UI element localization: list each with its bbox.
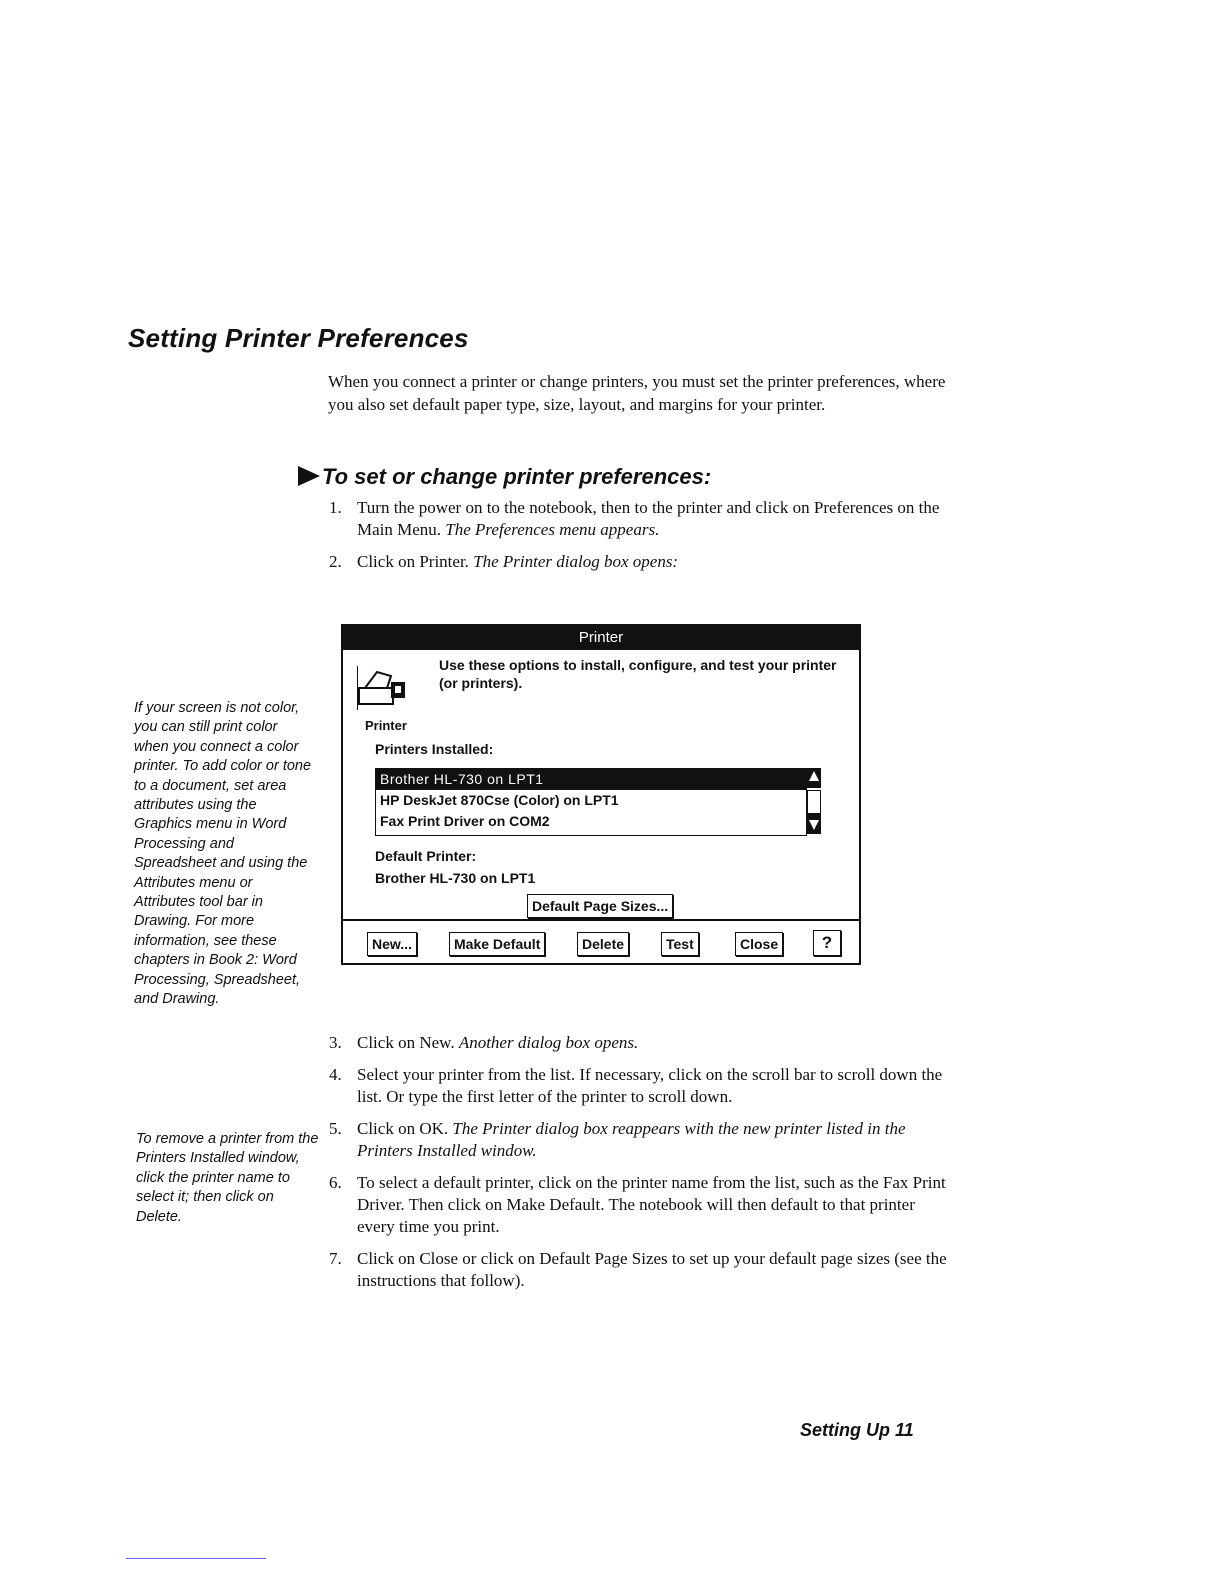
steps-list-a: [329, 497, 949, 583]
step-text: Click on OK.: [357, 1119, 449, 1138]
scroll-track[interactable]: [807, 790, 821, 814]
procedure-heading: [298, 464, 711, 490]
dialog-title-bar: Printer: [343, 626, 859, 650]
printers-installed-label: Printers Installed:: [375, 741, 494, 757]
step-text: To select a default printer, click on the printer name from the list, such as the Fax Print Driver. Then click on Make Default. The notebook will then default to that printer every time you print.: [357, 1173, 946, 1236]
step-number: 1.: [329, 498, 342, 517]
arrow-right-icon: [298, 466, 320, 486]
step-number: 6.: [329, 1173, 342, 1192]
step-item: [329, 1032, 954, 1054]
printer-dialog: [341, 624, 861, 965]
step-text: Click on New.: [357, 1033, 455, 1052]
step-text: Select your printer from the list. If necessary, click on the scroll bar to scroll down the list. Or type the first letter of the printer to scroll down.: [357, 1065, 943, 1106]
step-number: 7.: [329, 1249, 342, 1268]
step-item: [329, 1118, 954, 1162]
scroll-up-arrow-icon[interactable]: [807, 768, 821, 788]
make-default-button[interactable]: Make Default: [449, 932, 545, 956]
icon-caption: Printer: [365, 718, 407, 733]
step-number: 2.: [329, 552, 342, 571]
close-button[interactable]: Close: [735, 932, 783, 956]
test-button[interactable]: Test: [661, 932, 699, 956]
list-scrollbar[interactable]: [807, 768, 821, 834]
step-item: [329, 1248, 954, 1292]
step-text: Click on Printer.: [357, 552, 469, 571]
step-text: Click on Close or click on Default Page Sizes to set up your default page sizes (see the instructions that follow).: [357, 1249, 947, 1290]
list-item[interactable]: HP DeskJet 870Cse (Color) on LPT1: [380, 792, 619, 808]
default-printer-label: Default Printer:: [375, 848, 477, 864]
step-item: [329, 1064, 954, 1108]
step-item: [329, 1172, 954, 1238]
step-result: Another dialog box opens.: [458, 1033, 639, 1052]
intro-paragraph: When you connect a printer or change printers, you must set the printer preferences, where you also set default paper type, size, layout, and margins for your printer.: [328, 372, 946, 414]
step-result: The Preferences menu appears.: [445, 520, 660, 539]
step-number: 5.: [329, 1119, 342, 1138]
delete-button[interactable]: Delete: [577, 932, 629, 956]
printers-installed-list[interactable]: [375, 768, 807, 836]
dialog-description: Use these options to install, configure, and test your printer (or printers).: [439, 657, 837, 691]
step-item: [329, 551, 949, 573]
default-printer-value: Brother HL-730 on LPT1: [375, 870, 536, 886]
margin-note-color: If your screen is not color, you can still print color when you connect a color printer. To add color or tone to a document, set area attributes using the Graphics menu in Word Processing and Spreadsheet and using the Attributes menu or Attributes tool bar in Drawing. For more information, see these chapters in Book 2: Word Processing, Spreadsheet, and Drawing.: [134, 700, 312, 1008]
step-text: Turn the power on to the notebook, then to the printer and click on Preferences on the Main Menu.: [357, 498, 940, 539]
margin-note-remove: To remove a printer from the Printers Installed window, click the printer name to select it; then click on Delete.: [136, 1131, 319, 1225]
bottom-rule: [126, 1558, 266, 1559]
procedure-heading-text: To set or change printer preferences:: [322, 464, 712, 489]
divider: [343, 919, 859, 921]
default-page-sizes-button[interactable]: Default Page Sizes...: [527, 894, 673, 918]
new-button[interactable]: New...: [367, 932, 417, 956]
list-item[interactable]: Fax Print Driver on COM2: [380, 813, 550, 829]
scroll-down-arrow-icon[interactable]: [807, 814, 821, 834]
step-number: 4.: [329, 1065, 342, 1084]
step-number: 3.: [329, 1033, 342, 1052]
printer-icon: [357, 664, 417, 712]
steps-list-b: [329, 1032, 954, 1302]
page-footer: Setting Up 11: [800, 1420, 914, 1440]
section-title: Setting Printer Preferences: [128, 323, 469, 353]
list-item[interactable]: Brother HL-730 on LPT1: [376, 769, 806, 790]
step-result: The Printer dialog box opens:: [473, 552, 679, 571]
step-item: [329, 497, 949, 541]
step-result: The Printer dialog box reappears with the new printer listed in the Printers Installed window.: [357, 1119, 906, 1160]
help-button[interactable]: ?: [813, 930, 841, 956]
